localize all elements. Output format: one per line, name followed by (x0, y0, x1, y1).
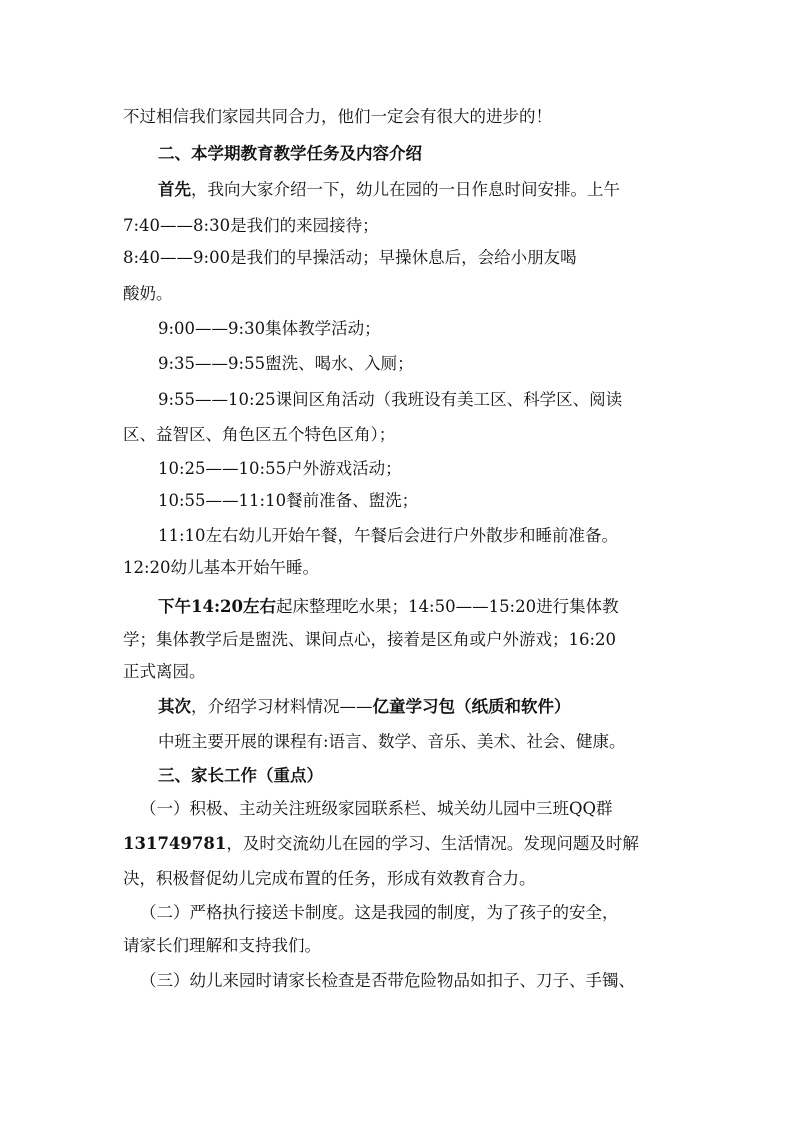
section-heading: 三、家长工作（重点） (158, 766, 323, 785)
schedule-line: 9:00——9:30集体教学活动； (158, 319, 381, 338)
section-heading: 二、本学期教育教学任务及内容介绍 (158, 144, 422, 163)
text-line: 正式离园。 (123, 662, 206, 681)
schedule-line: 9:55——10:25课间区角活动（我班设有美工区、科学区、阅读 (158, 390, 623, 409)
text-line: 学；集体教学后是盥洗、课间点心，接着是区角或户外游戏；16:20 (123, 630, 617, 649)
text-line: 12:20幼儿基本开始午睡。 (123, 558, 320, 577)
text-line: 7:40——8:30是我们的来园接待； (123, 216, 379, 235)
text-line: （二）严格执行接送卡制度。这是我园的制度，为了孩子的安全， (140, 903, 619, 922)
text-line: 下午14:20左右起床整理吃水果；14:50——15:20进行集体教 (158, 597, 619, 616)
text-line: 8:40——9:00是我们的早操活动；早操休息后，会给小朋友喝 (123, 248, 577, 267)
text-line: （一）积极、主动关注班级家园联系栏、城关幼儿园中三班QQ群 (140, 799, 613, 818)
schedule-line: 11:10左右幼儿开始午餐，午餐后会进行户外散步和睡前准备。 (158, 526, 619, 545)
text-line: 决，积极督促幼儿完成布置的任务，形成有效教育合力。 (123, 869, 536, 888)
text-line: 请家长们理解和支持我们。 (123, 936, 321, 955)
text-line: 中班主要开展的课程有:语言、数学、音乐、美术、社会、健康。 (158, 732, 626, 751)
text-line: 其次，介绍学习材料情况——亿童学习包（纸质和软件） (158, 697, 571, 716)
schedule-line: 10:55——11:10餐前准备、盥洗； (158, 491, 419, 510)
text-line: 酸奶。 (123, 284, 173, 303)
text-line: 区、益智区、角色区五个特色区角）； (123, 425, 396, 444)
text-line: 131749781，及时交流幼儿在园的学习、生活情况。发现问题及时解 (123, 834, 639, 853)
text-line: 不过相信我们家园共同合力，他们一定会有很大的进步的！ (123, 107, 552, 126)
schedule-line: 9:35——9:55盥洗、喝水、入厕； (158, 354, 414, 373)
schedule-line: 10:25——10:55户外游戏活动； (158, 459, 402, 478)
text-line: （三）幼儿来园时请家长检查是否带危险物品如扣子、刀子、手镯、 (140, 971, 635, 990)
text-line: 首先，我向大家介绍一下，幼儿在园的一日作息时间安排。上午 (158, 180, 620, 199)
